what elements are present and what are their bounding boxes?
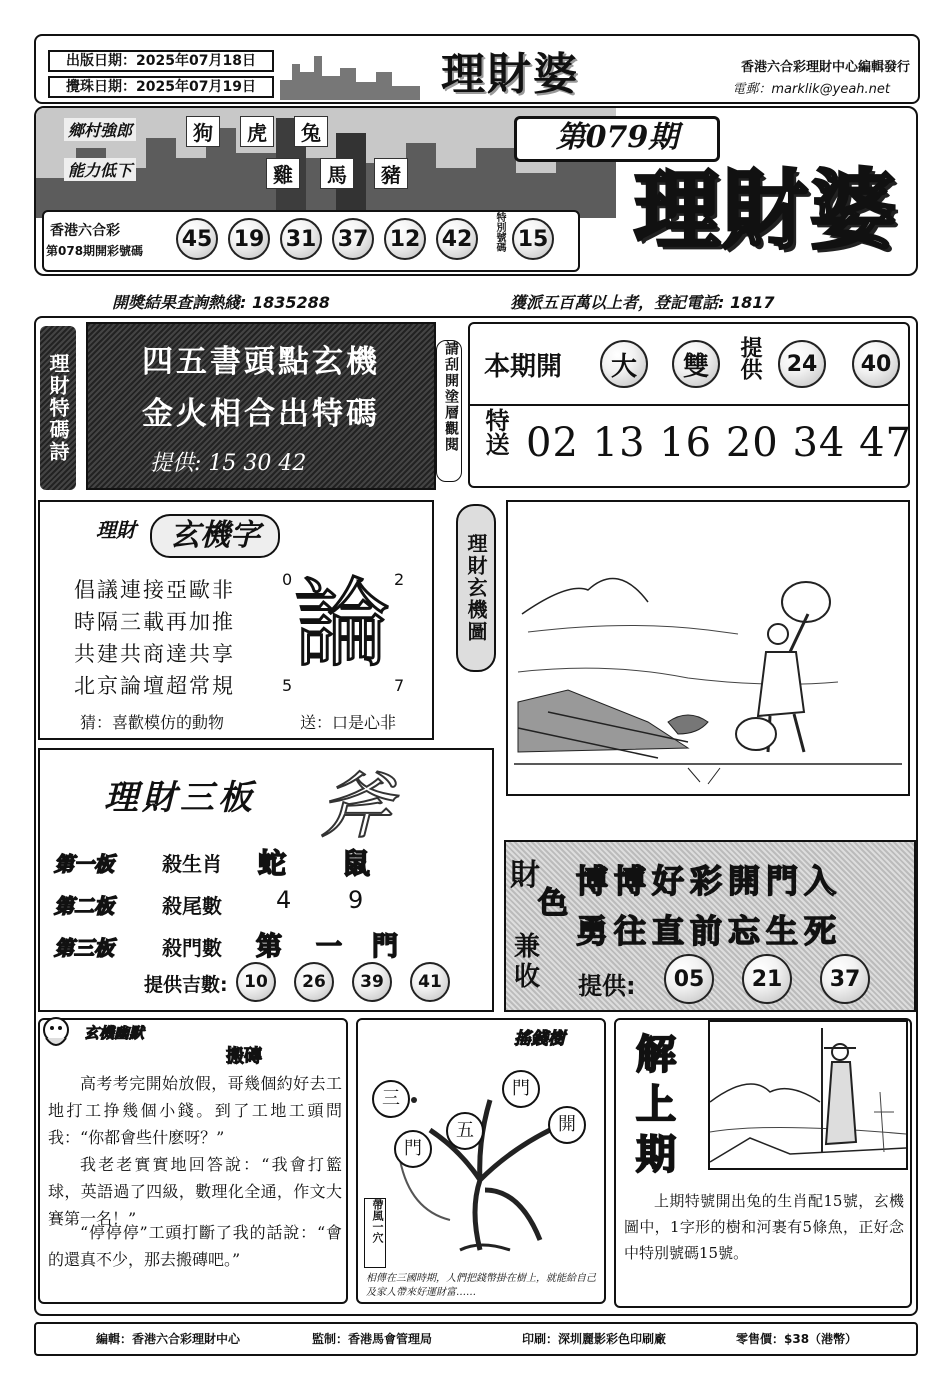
tree-tag: 帶風一穴 — [364, 1198, 386, 1268]
tree-fruit-3: 開 — [548, 1106, 586, 1144]
sanban-board-2: 第二板 — [54, 894, 114, 918]
draw-number-2: 19 — [228, 218, 270, 260]
caiji-side-2: 色 — [538, 886, 568, 921]
special-number: 15 — [512, 218, 554, 260]
open-double: 雙 — [672, 340, 720, 388]
slogan-two-animal-3: 豬 — [374, 158, 408, 189]
xuanji-title-a: 理財 — [96, 518, 136, 542]
xuanji-corner-tl: 0 — [282, 570, 293, 589]
sanban-label-3: 殺門數 — [162, 936, 222, 960]
poem-side-label: 理財特碼詩 — [40, 326, 76, 490]
hotline-register: 獲派五百萬以上者，登記電話: 1817 — [510, 293, 775, 312]
tree-fruit-5: 五 — [446, 1112, 484, 1150]
xuanji-line-1: 倡議連接亞歐非 — [74, 578, 235, 602]
footer-supervisor: 監制：香港馬會管理局 — [312, 1332, 433, 1346]
humor-paragraph-1: 高考考完開始放假，哥幾個約好去工地打工挣幾個小錢。到了工地工頭問我：“你都會些什麽呀？” — [48, 1074, 342, 1147]
xuanji-line-2: 時隔三載再加推 — [74, 610, 235, 634]
sanban-label-2: 殺尾數 — [162, 894, 222, 918]
slogan-two-animal-1: 雞 — [266, 158, 300, 189]
sanban-value-2b: 9 — [348, 886, 364, 914]
sanban-board-3: 第三板 — [54, 936, 114, 960]
caiji-side-3: 兼收 — [514, 932, 541, 992]
xuanji-line-3: 共建共商達共享 — [74, 642, 235, 666]
special-label: 特別號碼 — [494, 212, 505, 252]
poem-line-1: 四五書頭點玄機 — [142, 344, 380, 380]
sanban-value-3a: 第 — [256, 932, 283, 962]
sanban-value-1b: 鼠 — [342, 847, 371, 880]
slogan-one-animal-3: 兔 — [294, 116, 328, 147]
caiji-line-2: 勇往直前忘生死 — [576, 912, 843, 950]
big-logo: 理財婆 — [634, 160, 898, 261]
banner-frame — [34, 106, 918, 276]
send-numbers: 02 13 16 20 34 47 — [526, 420, 912, 466]
xuanji-pic-label: 理財玄機圖 — [456, 504, 496, 672]
open-divider — [470, 404, 908, 406]
xuanji-picture-frame — [506, 500, 910, 796]
fisherman-illustration — [710, 1022, 906, 1168]
prev-draw-label: 第078期開彩號碼 — [46, 244, 144, 258]
footer-editor: 編輯：香港六合彩理財中心 — [96, 1332, 241, 1346]
slogan-two: 能力低下 — [64, 158, 136, 181]
xuanji-guess: 猜：喜歡模仿的動物 — [80, 713, 225, 732]
open-label: 本期開 — [484, 352, 563, 382]
sanban-title: 理財三板 — [104, 778, 256, 818]
scratch-note: 請刮開塗層觀閱 — [436, 340, 462, 482]
jie-title: 解上期 — [636, 1031, 676, 1178]
sanban-board-1: 第一板 — [54, 852, 114, 876]
caiji-num-1: 05 — [664, 954, 714, 1004]
xuanji-line-4: 北京論壇超常規 — [74, 674, 235, 698]
issue-badge: 第079期 — [514, 116, 720, 162]
slogan-one-animal-1: 狗 — [186, 116, 220, 147]
poem-line-2: 金火相合出特碼 — [142, 396, 380, 432]
jie-picture-frame — [708, 1020, 908, 1170]
send-label: 特送 — [481, 408, 509, 456]
sanban-lucky-2: 26 — [294, 962, 334, 1002]
top-logo: 理財婆 — [441, 49, 579, 100]
open-big: 大 — [600, 340, 648, 388]
publisher: 香港六合彩理財中心編輯發行 — [740, 60, 910, 75]
xuanji-big-char: 論 — [294, 568, 390, 680]
tree-fruit-1: 三 — [372, 1080, 410, 1118]
poem-provide: 提供: 15 30 42 — [150, 451, 307, 476]
sanban-value-1a: 蛇 — [258, 847, 287, 880]
humor-title: 搬磚 — [226, 1046, 262, 1067]
footer-price: 零售價：$38（港幣） — [736, 1332, 858, 1346]
draw-number-5: 12 — [384, 218, 426, 260]
hotline-query: 開獎結果查詢熱綫: 1835288 — [112, 293, 330, 312]
jie-text: 上期特號開出兔的生肖配15號，玄機圖中，1字形的樹和河裹有5條魚，正好念中特別號碼15號。 — [624, 1192, 904, 1262]
caiji-side-1: 財 — [510, 858, 540, 893]
draw-date: 攪珠日期：2025年07月19日 — [48, 76, 274, 98]
open-provide: 提供 — [737, 336, 762, 380]
water-carrier-illustration — [508, 502, 908, 794]
old-man-icon — [34, 1012, 80, 1052]
xuanji-corner-br: 7 — [394, 676, 405, 695]
sanban-value-3c: 門 — [372, 932, 399, 962]
caiji-provide: 提供: — [578, 972, 636, 1000]
humor-paragraph-3: “停停停”工頭打斷了我的話說：“會的還真不少，那去搬磚吧。” — [48, 1223, 342, 1269]
tree-caption: 相傳在三國時期，人們把錢幣掛在樹上，就能給自己及家人帶來好運財富…… — [366, 1273, 596, 1298]
tree-title: 搖錢樹 — [514, 1029, 565, 1049]
xuanji-corner-bl: 5 — [282, 676, 293, 695]
xuanji-title-b: 玄機字 — [150, 514, 280, 558]
caiji-num-3: 37 — [820, 954, 870, 1004]
sanban-value-2a: 4 — [276, 886, 292, 914]
lottery-label: 香港六合彩 — [50, 223, 120, 239]
footer-printer: 印刷：深圳麗影彩色印刷廠 — [522, 1332, 667, 1346]
humor-paragraph-2: 我老老實實地回答說：“我會打籃球，英語過了四級，數理化全通，作文大賽第一名！” — [48, 1155, 342, 1228]
sanban-value-3b: 一 — [316, 932, 343, 962]
draw-number-3: 31 — [280, 218, 322, 260]
skyline-top-decoration — [280, 42, 420, 100]
sanban-lucky-label: 提供吉數: — [144, 974, 228, 996]
humor-heading: 玄機幽默 — [84, 1024, 145, 1042]
sanban-lucky-4: 41 — [410, 962, 450, 1002]
open-num-1: 24 — [778, 340, 826, 388]
pub-date: 出版日期：2025年07月18日 — [48, 50, 274, 72]
xuanji-send: 送：口是心非 — [300, 713, 397, 732]
open-num-2: 40 — [852, 340, 900, 388]
tree-fruit-4: 門 — [394, 1130, 432, 1168]
slogan-one-animal-2: 虎 — [240, 116, 274, 147]
sanban-label-1: 殺生肖 — [162, 852, 222, 876]
caiji-num-2: 21 — [742, 954, 792, 1004]
sanban-lucky-1: 10 — [236, 962, 276, 1002]
slogan-one: 鄉村強郎 — [64, 118, 136, 141]
draw-number-1: 45 — [176, 218, 218, 260]
sanban-axe: 斧 — [320, 764, 393, 848]
tree-fruit-2: 門 — [502, 1070, 540, 1108]
draw-number-4: 37 — [332, 218, 374, 260]
draw-number-6: 42 — [436, 218, 478, 260]
email: 電郵：marklik@yeah.net — [732, 82, 890, 97]
slogan-two-animal-2: 馬 — [320, 158, 354, 189]
xuanji-corner-tr: 2 — [394, 570, 405, 589]
sanban-lucky-3: 39 — [352, 962, 392, 1002]
caiji-line-1: 博博好彩開門入 — [576, 862, 843, 900]
